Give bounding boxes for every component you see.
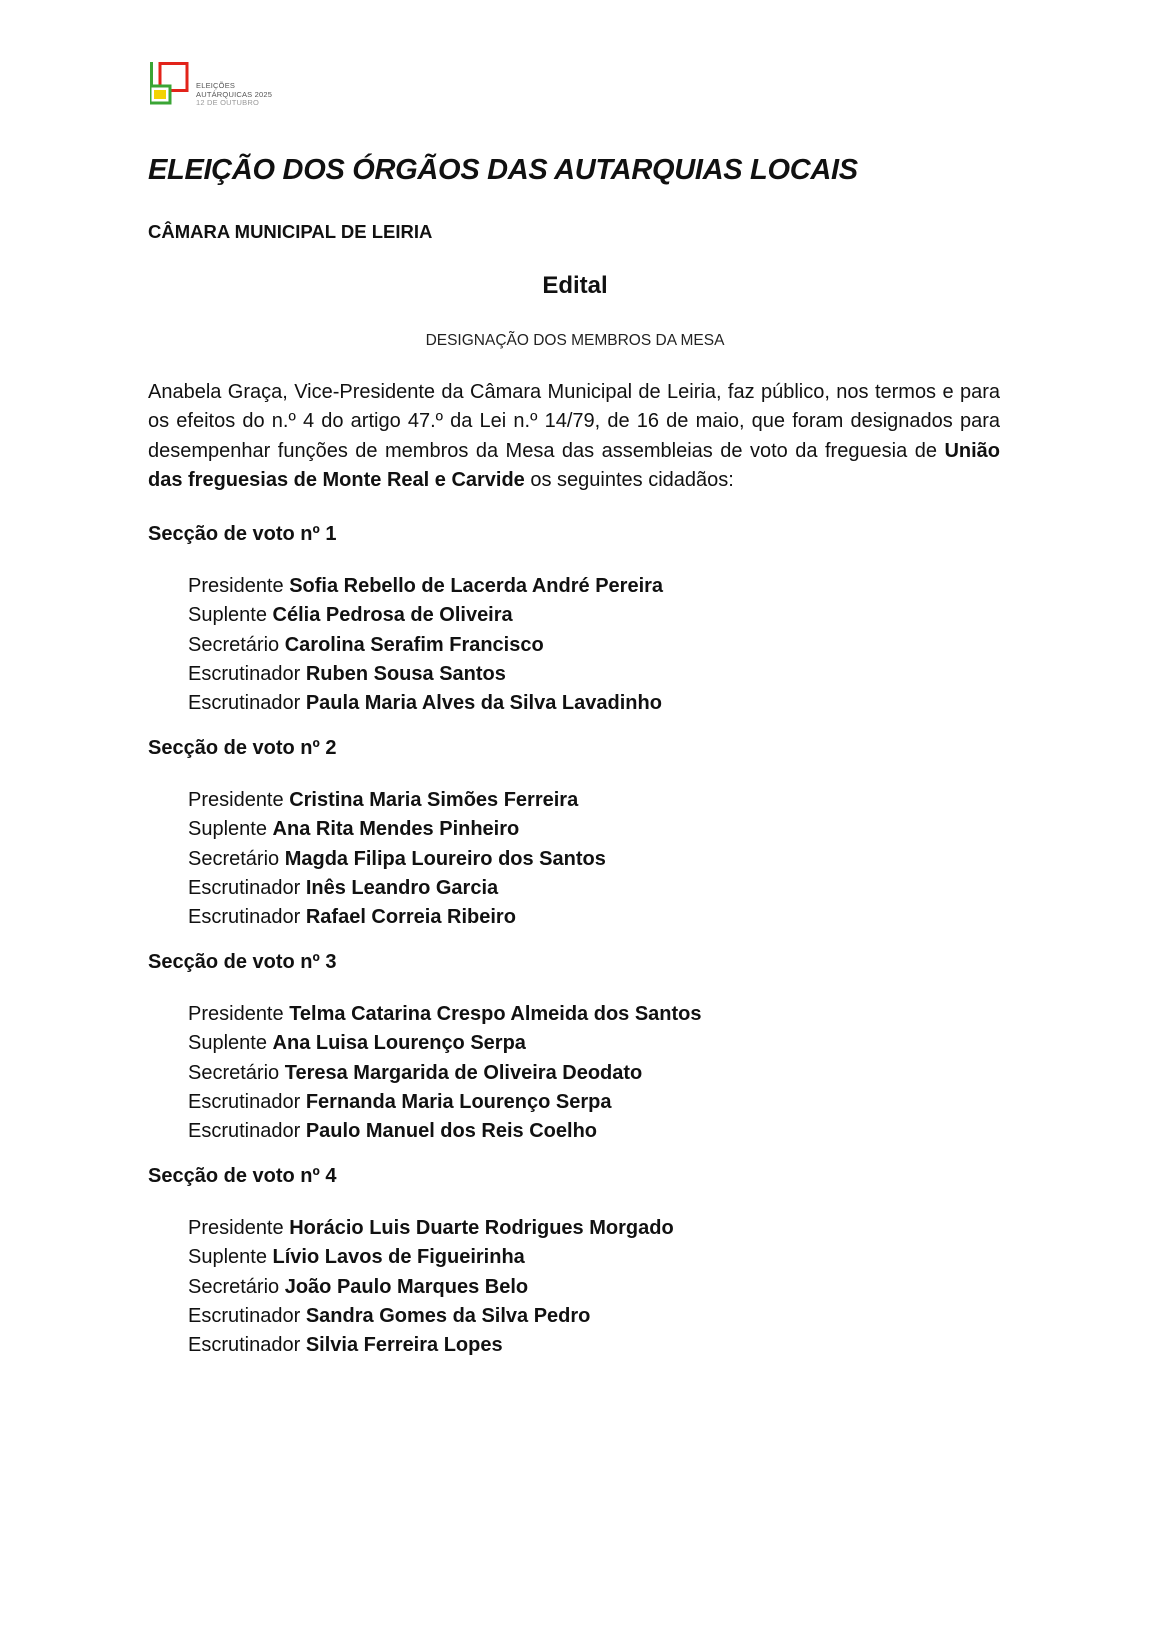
member-list [188,1000,1008,1146]
member-name: Silvia Ferreira Lopes [305,1334,503,1357]
member-name: Paulo Manuel dos Reis Coelho [305,1120,597,1143]
polling-section [148,948,1008,1146]
member-role: Secretário [188,1061,280,1084]
member-role: Suplente [188,1032,267,1055]
member-row [188,1029,1008,1058]
member-name: Telma Catarina Crespo Almeida dos Santos [289,1003,702,1025]
member-role: Suplente [188,818,267,841]
member-name: Rafael Correia Ribeiro [305,906,516,929]
member-row [188,1302,1008,1331]
member-list [188,572,1008,718]
member-name: Carolina Serafim Francisco [284,633,544,656]
member-row [188,1088,1008,1117]
logo-text [196,82,272,108]
member-role: Presidente [188,789,284,811]
document-type: Edital [542,272,608,299]
member-name: Teresa Margarida de Oliveira Deodato [284,1061,643,1084]
member-row [188,631,1008,660]
member-role: Secretário [188,1275,280,1298]
member-name: Horácio Luis Duarte Rodrigues Morgado [289,1217,674,1239]
member-role: Escrutinador [188,662,301,685]
member-row [188,572,1008,601]
member-row [188,601,1008,630]
member-name: Magda Filipa Loureiro dos Santos [284,847,606,870]
member-name: Cristina Maria Simões Ferreira [289,789,579,811]
member-role: Presidente [188,575,284,597]
polling-section [148,1162,1008,1360]
member-role: Escrutinador [188,1120,301,1143]
member-row [188,1243,1008,1272]
member-row [188,1273,1008,1302]
intro-text-after: os seguintes cidadãos: [524,468,734,491]
member-row [188,1117,1008,1146]
logo-line-2: AUTÁRQUICAS 2025 [196,89,273,99]
member-name: Ruben Sousa Santos [305,662,506,685]
section-title: Secção de voto nº 1 [148,523,337,545]
member-role: Escrutinador [188,1334,301,1357]
elections-logo [150,62,290,110]
member-role: Secretário [188,847,280,870]
member-role: Suplente [188,604,267,627]
member-row [188,903,1008,932]
elections-logo-icon [150,62,194,106]
polling-section [148,520,1008,718]
organization-name: CÂMARA MUNICIPAL DE LEIRIA [148,221,433,242]
section-title: Secção de voto nº 4 [148,1165,337,1187]
member-role: Presidente [188,1003,284,1025]
member-list [188,1214,1008,1360]
member-role: Secretário [188,633,280,656]
member-list [188,786,1008,932]
member-name: Sofia Rebello de Lacerda André Pereira [289,575,664,597]
member-name: Lívio Lavos de Figueirinha [272,1246,525,1269]
member-role: Presidente [188,1217,284,1239]
member-role: Suplente [188,1246,267,1269]
logo-line-1: ELEIÇÕES [196,81,236,90]
member-role: Escrutinador [188,876,301,899]
member-name: Paula Maria Alves da Silva Lavadinho [305,692,662,715]
member-role: Escrutinador [188,1304,301,1327]
member-row [188,1331,1008,1360]
member-row [188,689,1008,718]
intro-text-before: Anabela Graça, Vice-Presidente da Câmara Municipal de Leiria, faz público, nos termos e para os efeitos do n.º 4 do artigo 47.º da Lei n.º 14/79, de 16 de maio, que foram designados para desempenhar funções de membros da Mesa das assembleias de voto da freguesia de [148,381,1000,462]
logo-line-3: 12 DE OUTUBRO [196,98,260,108]
parish-name: União das freguesias de Monte Real e Carvide [148,439,1000,491]
member-role: Escrutinador [188,906,301,929]
member-row [188,874,1008,903]
member-row [188,1214,1008,1243]
document-subtitle: DESIGNAÇÃO DOS MEMBROS DA MESA [425,332,725,349]
section-title: Secção de voto nº 3 [148,951,337,973]
member-name: Inês Leandro Garcia [305,876,499,899]
member-name: Célia Pedrosa de Oliveira [272,604,513,627]
member-row [188,1000,1008,1029]
member-row [188,786,1008,815]
member-name: Fernanda Maria Lourenço Serpa [305,1090,612,1113]
member-row [188,815,1008,844]
member-name: Sandra Gomes da Silva Pedro [305,1304,591,1327]
polling-section [148,734,1008,932]
member-row [188,660,1008,689]
member-name: Ana Rita Mendes Pinheiro [272,818,520,841]
member-role: Escrutinador [188,692,301,715]
document-title: ELEIÇÃO DOS ÓRGÃOS DAS AUTARQUIAS LOCAIS [148,154,858,186]
section-title: Secção de voto nº 2 [148,737,337,759]
member-name: João Paulo Marques Belo [284,1275,529,1298]
member-role: Escrutinador [188,1090,301,1113]
member-row [188,1059,1008,1088]
member-name: Ana Luisa Lourenço Serpa [272,1032,526,1055]
member-row [188,845,1008,874]
intro-paragraph [148,378,1000,495]
